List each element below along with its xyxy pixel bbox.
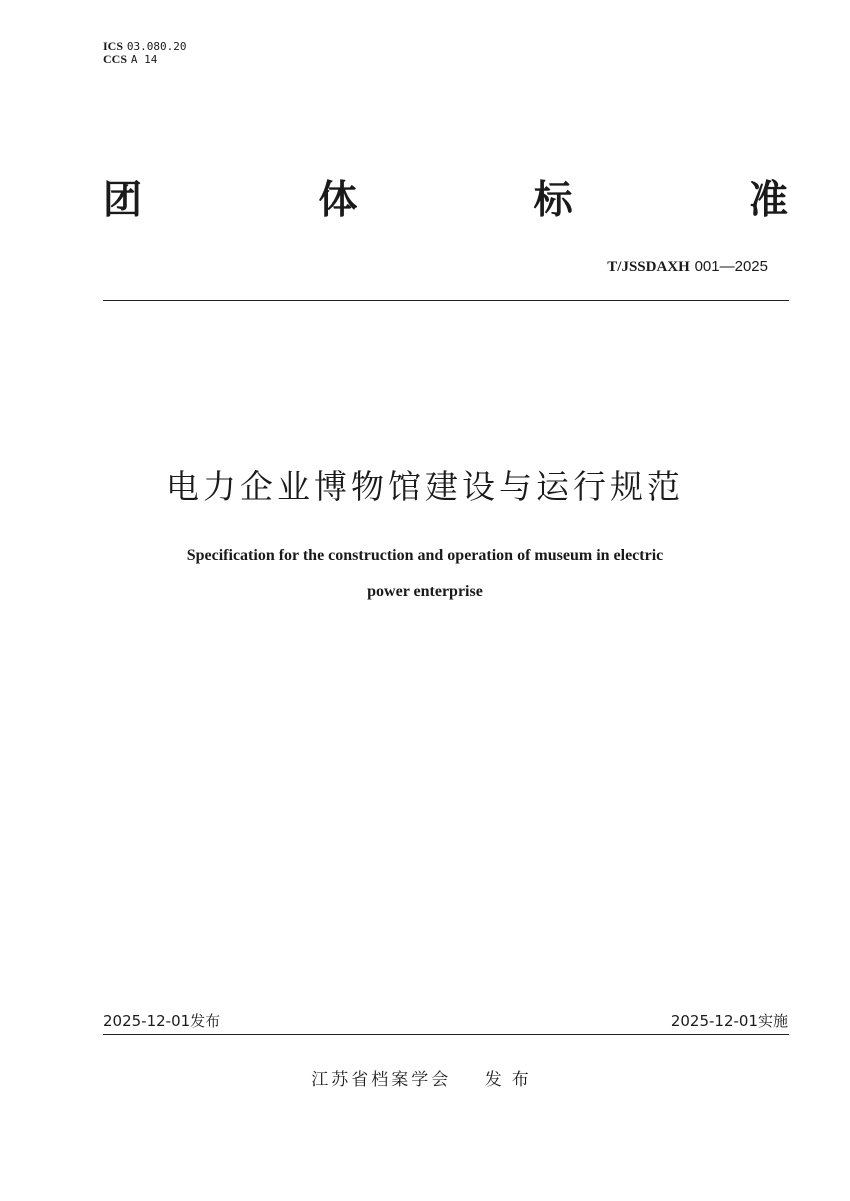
standard-type-char: 准 (748, 178, 788, 223)
standard-number-value: 001—2025 (694, 258, 768, 275)
ics-label: ICS (103, 39, 124, 53)
standard-type-char: 标 (533, 178, 573, 223)
standard-type-char: 团 (103, 178, 143, 223)
standard-number-prefix: T/JSSDAXH (607, 259, 690, 275)
standard-number (607, 257, 768, 276)
ics-value: 03.080.20 (126, 40, 187, 53)
issue-date: 2025-12-01发布 (103, 1012, 221, 1030)
header-divider (103, 300, 789, 301)
document-title-en-line: power enterprise (367, 583, 483, 600)
standard-type-heading (103, 178, 788, 224)
ccs-label: CCS (103, 52, 128, 66)
publisher-action: 发布 (484, 1070, 539, 1090)
footer-divider (103, 1034, 789, 1035)
ccs-code (103, 53, 186, 66)
document-title-en (0, 538, 850, 610)
classification-codes (103, 40, 186, 66)
document-title-en-line: Specification for the construction and operation of museum in electric (186, 547, 664, 564)
publisher (0, 1068, 850, 1092)
standard-type-char: 体 (318, 178, 358, 223)
implementation-date: 2025-12-01实施 (670, 1012, 788, 1030)
publisher-organization: 江苏省档案学会 (311, 1070, 452, 1090)
ccs-value: A 14 (130, 53, 158, 66)
document-title-cn: 电力企业博物馆建设与运行规范 (166, 467, 684, 506)
